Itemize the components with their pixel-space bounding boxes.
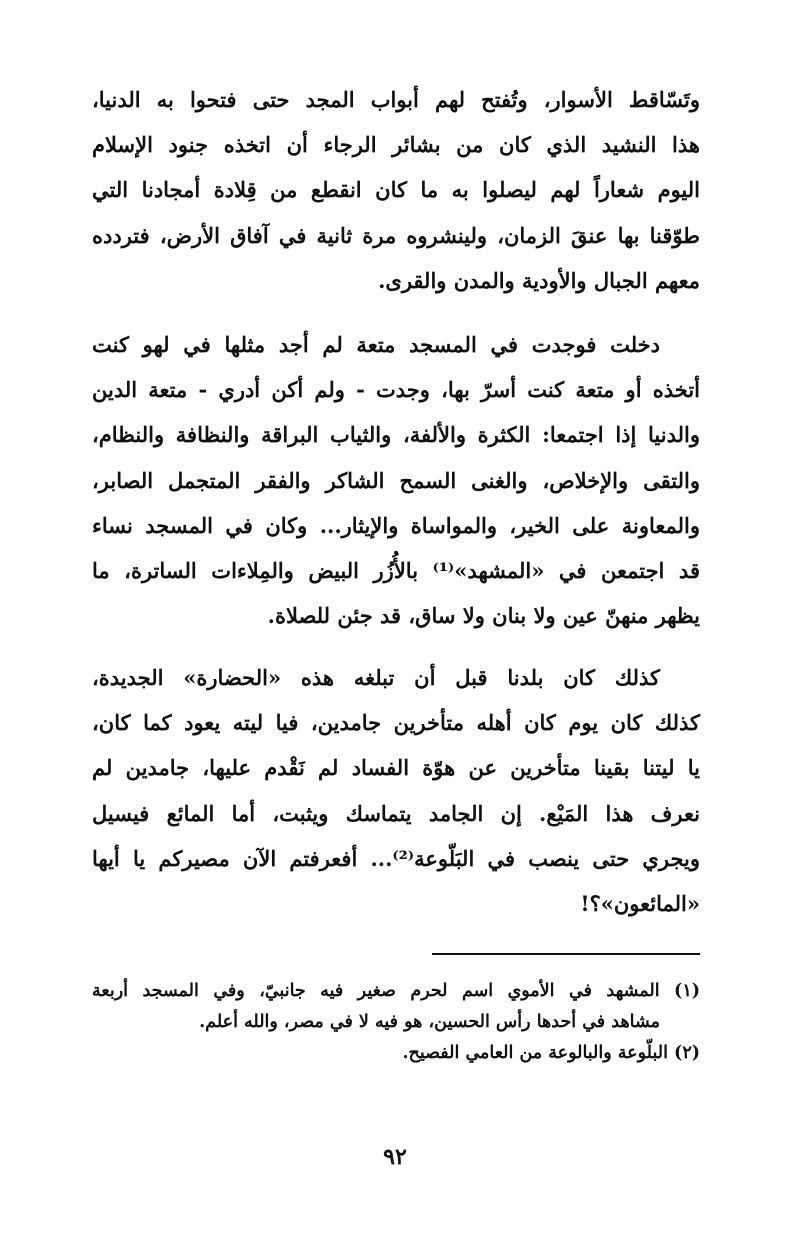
text-line: هذا النشيد الذي كان من بشائر الرجاء أن اتخذه جنود الإسلام (92, 132, 700, 158)
text-line: كذلك كان بلدنا قبل أن تبلغه هذه «الحضارة» الجديدة، (92, 665, 660, 690)
footnote-line: (٢) البلّوعة والبالوعة من العامي الفصيح. (402, 1043, 700, 1063)
footnote-line: مشاهد في أحدها رأس الحسين، هو فيه لا في مصر، والله أعلم. (199, 1012, 660, 1032)
text-line: اليوم شعاراً لهم ليصلوا به ما كان انقطع من قِلادة أمجادنا التي (92, 177, 700, 203)
text-line: كذلك كان يوم كان أهله متأخرين جامدين، فيا ليته يعود كما كان، (92, 710, 700, 736)
text-line: والمعاونة على الخير، والمواساة والإيثار... وكان في المسجد نساء (92, 512, 700, 538)
text-line: يظهر منهنّ عين ولا بنان ولا ساق، قد جئن للصلاة. (267, 603, 700, 629)
text-line: والتقى والإخلاص، والغنى السمح الشاكر والفقر المتجمل الصابر، (92, 467, 700, 493)
text-line: أتخذه أو متعة كنت أسرّ بها، وجدت - ولم أكن أدري - متعة الدين (92, 377, 700, 403)
text-line: والدنيا إذا اجتمعا: الكثرة والألفة، والثياب البراقة والنظافة والنظام، (92, 422, 700, 448)
paragraph-2 (92, 322, 700, 638)
text-line: طوّقنا بها عنقَ الزمان، ولينشروه مرة ثانية في آفاق الأرض، فتردده (92, 222, 700, 248)
text-line: وتَسّاقط الأسوار، وتُفتح لهم أبواب المجد حتى فتحوا به الدنيا، (92, 87, 700, 112)
text-line: دخلت فوجدت في المسجد متعة لم أجد مثلها في لهو كنت (92, 332, 660, 357)
text-line: «المائعون»؟! (580, 891, 700, 917)
text-line: معهم الجبال والأودية والمدن والقرى. (378, 267, 700, 293)
text-line: يا ليتنا بقينا متأخرين عن هوّة الفساد لم نَقْدم عليها، جامدين لم (92, 755, 700, 781)
page-number: ٩٢ (383, 1144, 407, 1170)
footnote-line: (١) المشهد في الأموي اسم لحرم صغير فيه جانبيّ، وفي المسجد أربعة (92, 981, 700, 1001)
text-line: نعرف هذا المَيْع. إن الجامد يتماسك ويثبت، أما المائع فيسيل (92, 800, 700, 826)
paragraph-1 (92, 77, 700, 303)
footnotes (92, 976, 700, 1069)
text-line: قد اجتمعن في «المشهد»⁽¹⁾ بالأُزُر البيض والمِلاءات الساترة، ما (92, 558, 700, 584)
paragraph-3 (92, 655, 700, 926)
text-line: ويجري حتى ينصب في البَلّوعة⁽²⁾... أفعرفتم الآن مصيركم يا أيها (92, 845, 700, 871)
footnote-divider (432, 953, 700, 955)
